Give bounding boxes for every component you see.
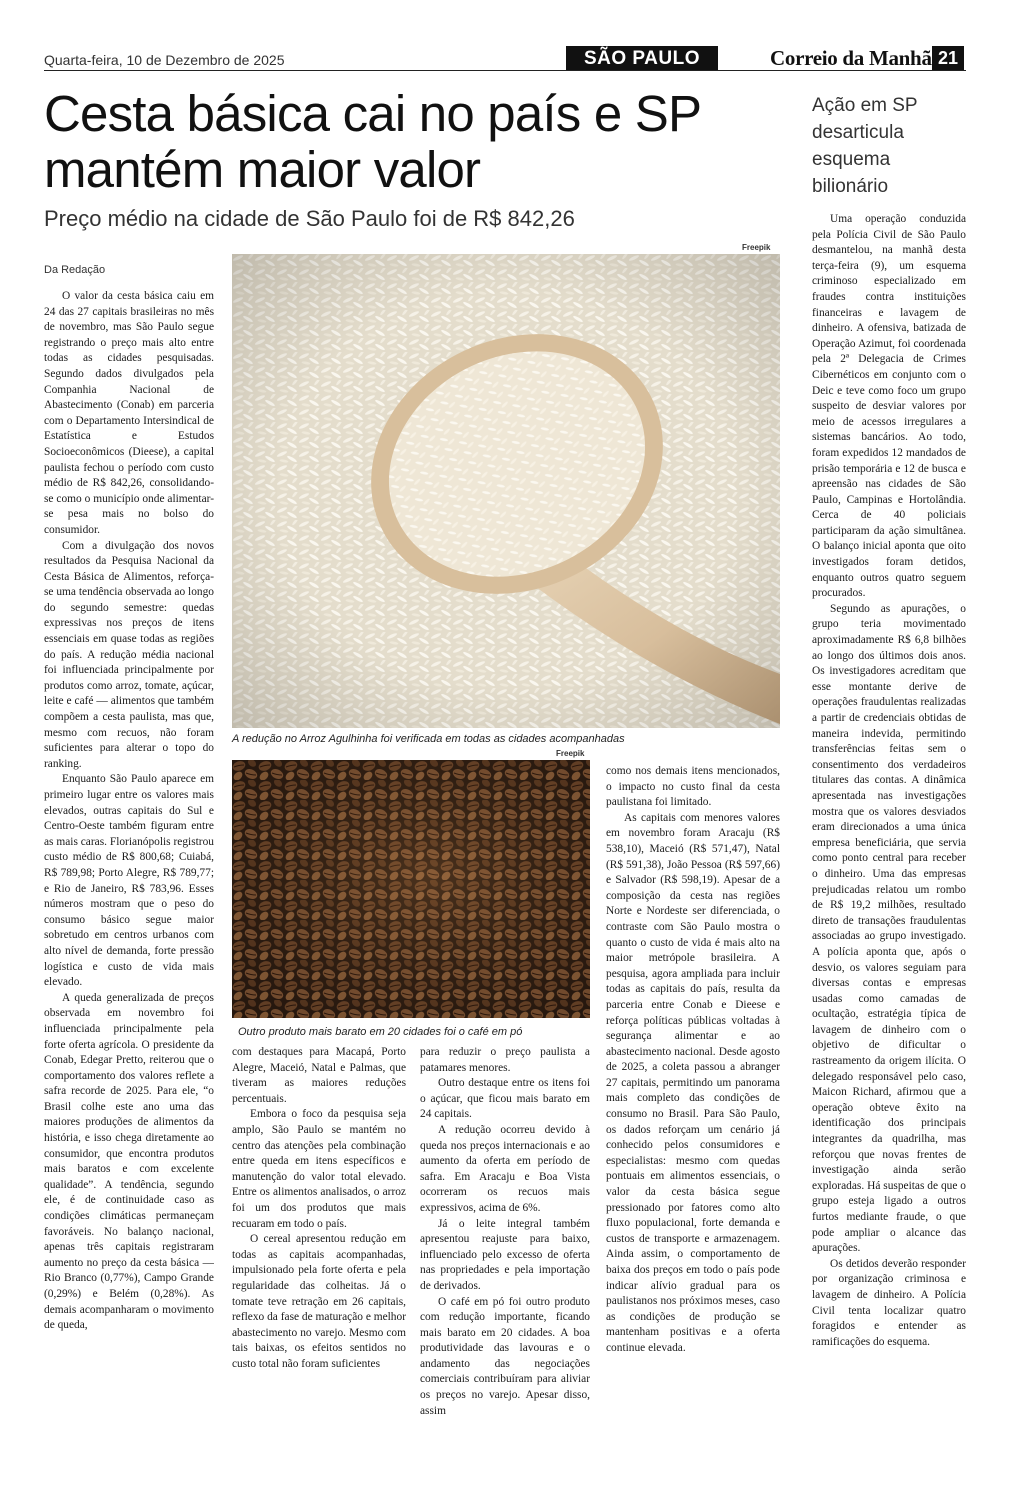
sidebar-paragraph: Uma operação conduzida pela Polícia Civil de São Paulo desmantelou, na manhã desta terça-feira (9), um esquema criminoso especializado em fraudes contra instituições financeiras e lavagem de dinheiro. A ofensiva, batizada de Operação Azimut, foi coordenada pela 2ª Delegacia de Crimes Cibernéticos em conjunto com o Deic e teve como foco um grupo suspeito de desviar valores por meio de acessos irregulares a sistemas bancários. Ao todo, foram expedidos 12 mandados de prisão temporária e 12 de busca e apreensão nas cidades de São Paulo, Campinas e Hortolândia. Cerca de 40 policiais participaram da ação simultânea. O balanço inicial aponta que oito investigados foram detidos, enquanto outros quatro seguem procurados. (812, 213, 966, 600)
article-subhead: Preço médio na cidade de São Paulo foi de R$ 842,26 (44, 206, 575, 231)
article-paragraph: A redução ocorreu devido à queda nos preços internacionais e ao aumento da oferta em período de safra. Em Aracaju e Boa Vista ocorreram os recuos mais expressivos, acima de 6%. (420, 1123, 590, 1214)
article-paragraph: Enquanto São Paulo aparece em primeiro lugar entre os valores mais elevados, outras capitais do Sul e Centro-Oeste também figuram entre as mais caras. Florianópolis registrou custo médio de R$ 800,68; Cuiabá, R$ 789,98; Porto Alegre, R$ 789,77; e Rio de Janeiro, R$ 783,96. Esses números mostram que o peso do consumo básico segue maior sobretudo em centros urbanos com alto nível de demanda, forte pressão logística e custo de vida mais elevado. (44, 773, 214, 989)
rice-photo (232, 254, 780, 728)
sidebar-headline: Ação em SP desarticula esquema bilionário (812, 95, 918, 197)
coffee-photo-caption: Outro produto mais barato em 20 cidades foi o café em pó (238, 1026, 523, 1038)
sidebar-paragraph: Os detidos deverão responder por organização criminosa e lavagem de dinheiro. A Polícia Civil tenta localizar quatro foragidos e entender as ramificações do esquema. (812, 1257, 966, 1348)
page-number: 21 (932, 46, 964, 71)
article-byline: Da Redação (44, 264, 106, 276)
article-paragraph: Com a divulgação dos novos resultados da Pesquisa Nacional da Cesta Básica de Alimentos, reforça-se uma tendência observada ao longo do segundo semestre: quedas expressivas nos preços de itens essenciais em quase todas as regiões do país. A redução média nacional foi influenciada principalmente por produtos como arroz, tomate, açúcar, leite e café — alimentos que também compõem a cesta paulista, mas que, mesmo com recuos, não foram suficientes para alterar o topo do ranking. (44, 539, 214, 770)
article-paragraph: para reduzir o preço paulista a patamares menores. (420, 1046, 590, 1074)
article-column-2 (232, 1045, 406, 1455)
article-paragraph: Já o leite integral também apresentou reajuste para baixo, influenciado pelo excesso de oferta nas propriedades e pela importação de derivados. (420, 1217, 590, 1292)
article-paragraph: com destaques para Macapá, Porto Alegre, Maceió, Natal e Palmas, que tiveram as maiores reduções percentuais. (232, 1046, 406, 1105)
sidebar-story (812, 212, 966, 1462)
article-paragraph: O valor da cesta básica caiu em 24 das 27 capitais brasileiras no mês de novembro, mas São Paulo segue registrando o preço mais alto entre todas as cidades pesquisadas. Segundo dados divulgados pela Companhia Nacional de Abastecimento (Conab) em parceria com o Departamento Intersindical de Estatística e Estudos Socioeconômicos (Dieese), a capital paulista fechou o período com custo médio de R$ 842,26, consolidando-se como o município onde alimentar-se pesa mais no bolso do consumidor. (44, 290, 214, 536)
article-column-3 (420, 1045, 590, 1455)
newspaper-masthead: Correio da Manhã (770, 46, 932, 70)
article-paragraph: Outro destaque entre os itens foi o açúcar, que ficou mais barato em 24 capitais. (420, 1077, 590, 1121)
article-headline: Cesta básica cai no país e SP mantém maior valor (44, 85, 701, 198)
photo-credit-rice: Freepik (742, 243, 771, 252)
photo-credit-coffee: Freepik (556, 749, 585, 758)
edition-date: Quarta-feira, 10 de Dezembro de 2025 (44, 52, 285, 68)
article-paragraph: como nos demais itens mencionados, o impacto no custo final da cesta paulistana foi limitado. (606, 765, 780, 809)
article-paragraph: O café em pó foi outro produto com redução importante, ficando mais barato em 20 cidades. A boa produtividade das lavouras e o andamento das negociações comerciais contribuíram para aliviar os preços no varejo. Apesar disso, assim (420, 1295, 590, 1417)
article-paragraph: O cereal apresentou redução em todas as capitais acompanhadas, impulsionado pela forte oferta e pela regularidade das colheitas. Já o tomate teve retração em 26 capitais, reflexo da fase de maturação e melhor abastecimento no varejo. Mesmo com tais baixas, os efeitos sentidos no custo total não foram suficientes (232, 1233, 406, 1370)
sidebar-paragraph: Segundo as apurações, o grupo teria movimentado aproximadamente R$ 6,8 bilhões ao longo dos últimos dois anos. Os investigadores acreditam que esse montante derive de operações fraudulentas realizadas a partir de credenciais obtidas de maneira indevida, permitindo transferências feitas sem o consentimento dos verdadeiros titulares das contas. A dinâmica apresentada nas investigações mostra que os valores desviados eram direcionados a uma única empresa beneficiária, que servia como ponto central para receber o dinheiro. Uma das empresas prejudicadas relatou um rombo de R$ 19,2 milhões, resultado direto de transações fraudulentas associadas ao grupo investigado. A polícia aponta que, após o desvio, os valores seguiam para diversas contas e empresas usadas como camadas de ocultação, estratégia típica de lavagem de dinheiro com o objetivo de dificultar o rastreamento da origem ilícita. O delegado responsável pelo caso, Maicon Richard, afirmou que a operação obteve êxito na identificação dos principais integrantes da quadrilha, mas reforçou que novas frentes de investigação ainda serão exploradas. Há suspeitas de que o grupo esteja ligado a outros furtos mediante fraude, o que pode ampliar o alcance das apurações. (812, 602, 966, 1255)
article-paragraph: A queda generalizada de preços observada em novembro foi influenciada principalmente pela forte oferta agrícola. O presidente da Conab, Edegar Pretto, reiterou que o comportamento dos valores reflete a safra recorde de 2025. Para ele, “o Brasil colhe este ano uma das maiores produções de alimentos da história, e isso chega diretamente ao consumidor, que encontra produtos mais baratos e com excelente qualidade”. A tendência, segundo ele, é de continuidade caso as condições climáticas permaneçam favoráveis. No balanço nacional, apenas três capitais registraram aumento no preço da cesta básica — Rio Branco (0,77%), Campo Grande (0,29%) e Belém (0,28%). As demais acompanharam o movimento de queda, (44, 991, 214, 1332)
article-column-4 (606, 764, 780, 1454)
article-paragraph: Embora o foco da pesquisa seja amplo, São Paulo se mantém no centro das atenções pela combinação entre queda em itens específicos e manutenção do valor total elevado. Entre os alimentos analisados, o arroz foi um dos produtos que mais recuaram em todo o país. (232, 1108, 406, 1230)
article-column-1 (44, 289, 214, 1459)
article-paragraph: As capitais com menores valores em novembro foram Aracaju (R$ 538,10), Maceió (R$ 571,47), Natal (R$ 591,38), João Pessoa (R$ 597,66) e Salvador (R$ 598,19). Apesar de a composição da cesta nas regiões Norte e Nordeste ser diferenciada, o contraste com São Paulo mostra o quanto o custo de vida é mais alto na maior metrópole brasileira. A pesquisa, agora ampliada para incluir todas as capitais do país, resulta da parceria entre Conab e Dieese e reforça políticas públicas voltadas à segurança alimentar e ao abastecimento nacional. Desde agosto de 2025, a coleta passou a abranger 27 capitais, permitindo um panorama mais completo das condições de consumo no Brasil. Para São Paulo, os dados reforçam um cenário já conhecido pelos consumidores e especialistas: mesmo com quedas pontuais em alimentos essenciais, o valor da cesta básica segue pressionado por fatores como alto fluxo populacional, forte demanda e custos de transporte e armazenagem. Ainda assim, o comportamento de baixa dos preços em todo o país pode indicar alívio gradual para os paulistanos nos próximos meses, caso as condições de produção se mantenham positivas e a oferta continue elevada. (606, 811, 780, 1354)
rice-photo-caption: A redução no Arroz Agulhinha foi verificada em todas as cidades acompanhadas (232, 733, 625, 745)
coffee-beans-photo (232, 760, 590, 1018)
section-tag: SÃO PAULO (566, 46, 718, 71)
header-divider (44, 70, 966, 71)
